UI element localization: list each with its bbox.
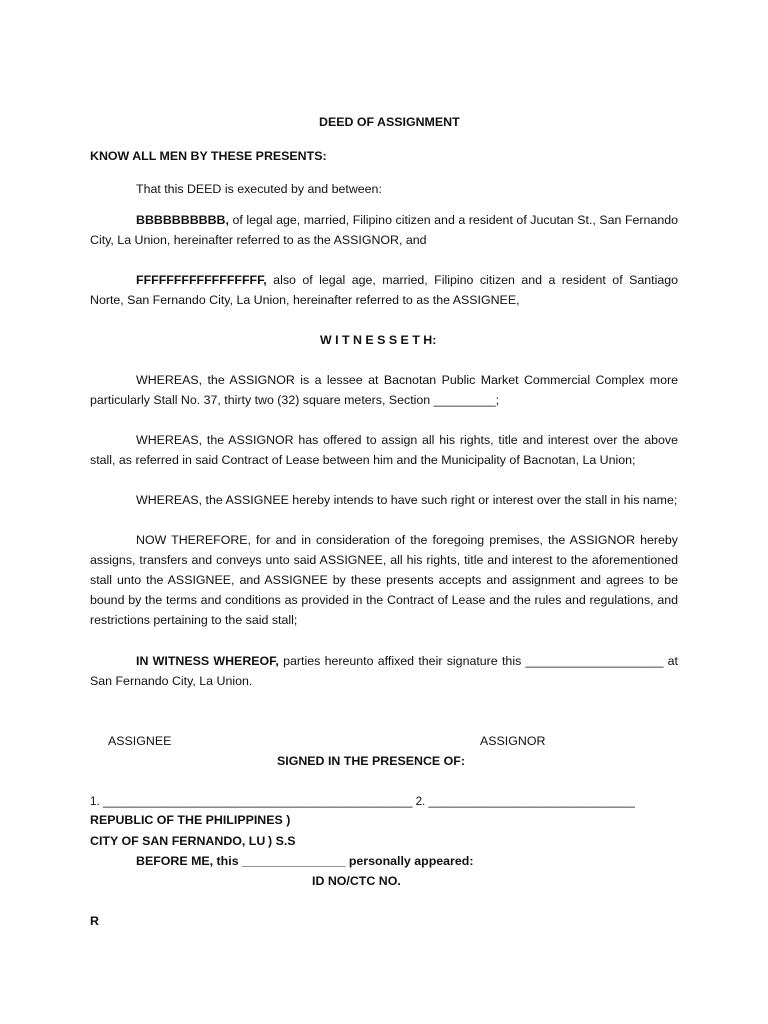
assignor-name: BBBBBBBBBB, xyxy=(136,213,229,227)
id-ctc-label: ID NO/CTC NO. xyxy=(312,874,401,888)
assignor-signature-label: ASSIGNOR xyxy=(480,734,546,748)
document-title: DEED OF ASSIGNMENT xyxy=(319,115,460,129)
signed-presence-heading: SIGNED IN THE PRESENCE OF: xyxy=(277,754,465,768)
witness-whereof-lead: IN WITNESS WHEREOF, xyxy=(136,654,279,668)
assignee-name: FFFFFFFFFFFFFFFFF, xyxy=(136,273,267,287)
republic-line: REPUBLIC OF THE PHILIPPINES ) xyxy=(90,813,291,827)
assignee-description: also of legal age, married, Filipino citizen and a resident of Santiago Norte, San Fernando City, La Union, hereinafter referred to as the ASSIGNEE, xyxy=(90,273,678,307)
witnesseth-heading: W I T N E S S E T H: xyxy=(320,333,437,347)
intro-line: That this DEED is executed by and between: xyxy=(136,182,382,196)
opening-heading: KNOW ALL MEN BY THESE PRESENTS: xyxy=(90,149,327,163)
whereas-2-text: WHEREAS, the ASSIGNOR has offered to assign all his rights, title and interest over the above stall, as referred in said Contract of Lease between him and the Municipality of Bacnotan, La Union; xyxy=(90,433,678,467)
assignor-paragraph xyxy=(90,210,678,250)
before-me-lead: BEFORE ME, xyxy=(136,854,214,868)
assignee-signature-label: ASSIGNEE xyxy=(108,734,172,748)
now-therefore-paragraph xyxy=(90,530,678,630)
footer-letter: R xyxy=(90,914,99,928)
city-line: CITY OF SAN FERNANDO, LU xyxy=(90,834,266,848)
whereas-paragraph-3 xyxy=(90,490,678,510)
witness-signature-lines: 1. ________________________________________________ 2. ________________________________ xyxy=(90,795,635,808)
ss-marker: ) S.S xyxy=(268,834,296,848)
witness-whereof-text: parties hereunto affixed their signature this ____________________ at San Fernando City, La Union. xyxy=(90,654,678,688)
witness-whereof-paragraph xyxy=(90,651,678,691)
assignee-paragraph xyxy=(90,270,678,310)
assignor-description: of legal age, married, Filipino citizen and a resident of Jucutan St., San Fernando City, La Union, hereinafter referred to as the ASSIGNOR, and xyxy=(90,213,678,247)
before-me-text: this _______________ personally appeared: xyxy=(213,854,474,868)
whereas-3-text: WHEREAS, the ASSIGNEE hereby intends to have such right or interest over the stall in his name; xyxy=(136,493,678,507)
whereas-paragraph-1 xyxy=(90,370,678,410)
now-therefore-text: NOW THEREFORE, for and in consideration of the foregoing premises, the ASSIGNOR hereby assigns, transfers and conveys unto said ASSIGNEE, all his rights, title and interest to the aforementioned stall unto the ASSIGNEE, and ASSIGNEE by these presents accepts and assignment and agrees to be bound by the terms and conditions as provided in the Contract of Lease and the rules and regulations, and restrictions pertaining to the said stall; xyxy=(90,533,678,627)
whereas-1-text: WHEREAS, the ASSIGNOR is a lessee at Bacnotan Public Market Commercial Complex more particularly Stall No. 37, thirty two (32) square meters, Section _________; xyxy=(90,373,678,407)
before-me-line xyxy=(136,853,473,869)
whereas-paragraph-2 xyxy=(90,430,678,470)
